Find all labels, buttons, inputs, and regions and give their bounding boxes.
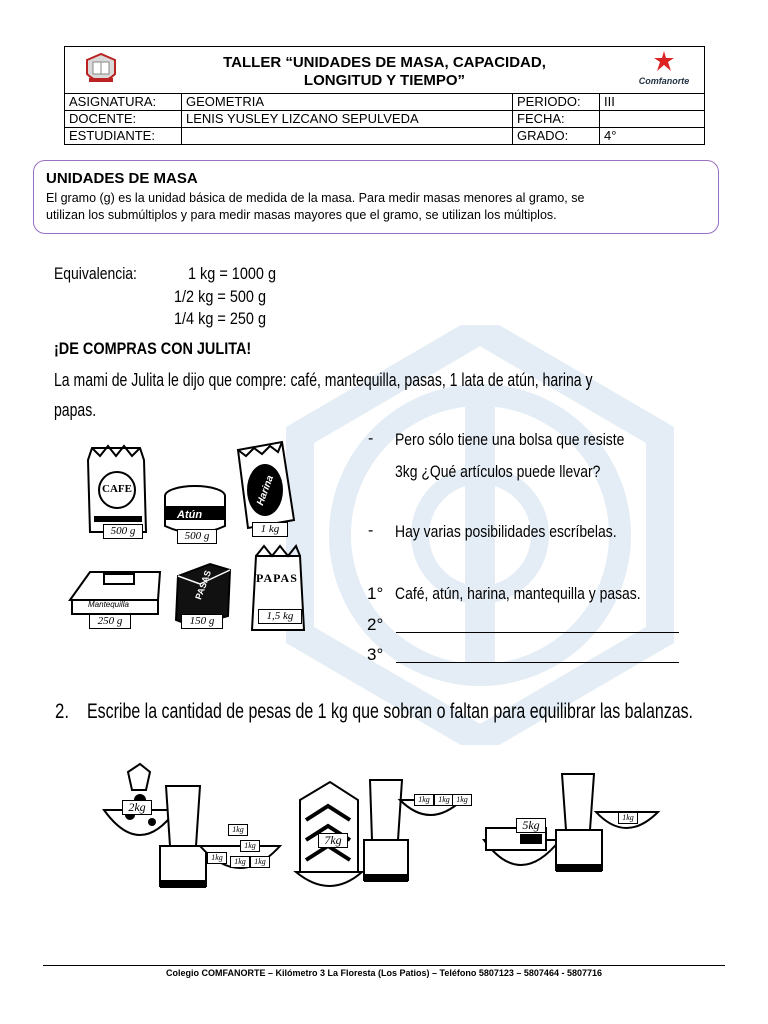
answer-3-line[interactable] — [396, 662, 679, 663]
compras-heading: ¡DE COMPRAS CON JULITA! — [54, 339, 252, 358]
balance-2-weight-2: 1kg — [434, 794, 454, 806]
weight-tag-pasas: 150 g — [181, 614, 223, 629]
question-1-line2: 3kg ¿Qué artículos puede llevar? — [395, 462, 601, 481]
balance-1-weight-4: 1kg — [250, 856, 270, 868]
balance-1-weight-1: 1kg — [228, 824, 248, 836]
balance-1-weight-2: 1kg — [207, 852, 227, 864]
weight-tag-atun: 500 g — [177, 529, 217, 544]
answer-1-text: Café, atún, harina, mantequilla y pasas. — [395, 584, 641, 603]
bullet-dash-1: - — [368, 430, 374, 447]
page-title-line1: TALLER “UNIDADES DE MASA, CAPACIDAD, — [223, 54, 546, 71]
answer-3-number: 3° — [367, 645, 384, 664]
answer-1-number: 1° — [367, 584, 384, 603]
masa-text-line1: El gramo (g) es la unidad básica de medida de la masa. Para medir masas menores al gramo, se — [46, 191, 585, 205]
masa-info-box — [33, 160, 719, 234]
balance-1-weight-5: 1kg — [240, 840, 260, 852]
balance-2-weight-1: 1kg — [414, 794, 434, 806]
bullet-dash-2: - — [368, 522, 374, 539]
answer-2-line[interactable] — [396, 632, 679, 633]
balance-3-left-weight: 5kg — [516, 818, 546, 833]
equivalencia-label: Equivalencia: — [54, 264, 137, 283]
question-2: Hay varias posibilidades escríbelas. — [395, 522, 617, 541]
masa-heading: UNIDADES DE MASA — [46, 170, 198, 187]
estudiante-label: ESTUDIANTE: — [65, 128, 182, 145]
balance-1-weight-3: 1kg — [230, 856, 250, 868]
masa-text-line2: utilizan los submúltiplos y para medir masas mayores que el gramo, se utilizan los múltiplos. — [46, 208, 557, 222]
product-label-papas: PAPAS — [256, 571, 298, 585]
question-1-line1: Pero sólo tiene una bolsa que resiste — [395, 430, 625, 449]
periodo-value: III — [600, 94, 705, 111]
balances-illustration — [100, 760, 670, 910]
answer-2-number: 2° — [367, 615, 384, 634]
balance-2-weight-3: 1kg — [452, 794, 472, 806]
docente-value: LENIS YUSLEY LIZCANO SEPULVEDA — [182, 111, 513, 128]
equivalencia-row-3: 1/4 kg = 250 g — [174, 309, 266, 328]
exercise-2-text: Escribe la cantidad de pesas de 1 kg que sobran o faltan para equilibrar las balanzas. — [87, 700, 693, 723]
equivalencia-row-1: 1 kg = 1000 g — [188, 264, 276, 283]
school-logo-icon — [83, 52, 119, 88]
docente-label: DOCENTE: — [65, 111, 182, 128]
fecha-label: FECHA: — [513, 111, 600, 128]
asignatura-value: GEOMETRIA — [182, 94, 513, 111]
product-label-atun: Atún — [177, 509, 203, 521]
comfanorte-logo: Comfanorte — [632, 51, 696, 91]
balance-2-left-weight: 7kg — [318, 833, 348, 848]
compras-text-line1: La mami de Julita le dijo que compre: café, mantequilla, pasas, 1 lata de atún, harina y — [54, 370, 593, 390]
weight-tag-papas: 1,5 kg — [258, 609, 302, 624]
weight-tag-mantequilla: 250 g — [89, 614, 131, 629]
product-label-cafe: CAFE — [102, 483, 132, 495]
balance-1-icon — [104, 764, 280, 888]
comfanorte-star-icon — [653, 51, 675, 71]
asignatura-label: ASIGNATURA: — [65, 94, 182, 111]
compras-text-line2: papas. — [54, 400, 97, 420]
exercise-2-number: 2. — [55, 700, 70, 723]
weight-tag-harina: 1 kg — [252, 522, 288, 537]
fecha-value[interactable] — [600, 111, 705, 128]
product-label-pasas: PASAS — [193, 569, 214, 601]
balance-3-weight-1: 1kg — [618, 812, 638, 824]
weight-tag-cafe: 500 g — [103, 524, 143, 539]
page-title-line2: LONGITUD Y TIEMPO” — [303, 72, 466, 89]
product-label-harina: Harina — [255, 473, 277, 508]
grado-value: 4° — [600, 128, 705, 145]
product-label-mantequilla: Mantequilla — [88, 600, 129, 609]
footer-text: Colegio COMFANORTE – Kilómetro 3 La Floresta (Los Patios) – Teléfono 5807123 – 5807464 - 5807716 — [166, 968, 602, 978]
estudiante-value[interactable] — [182, 128, 513, 145]
periodo-label: PERIODO: — [513, 94, 600, 111]
balance-1-left-weight: 2kg — [122, 800, 152, 815]
header-table — [64, 46, 705, 145]
grado-label: GRADO: — [513, 128, 600, 145]
equivalencia-row-2: 1/2 kg = 500 g — [174, 287, 266, 306]
footer-divider — [43, 965, 725, 966]
